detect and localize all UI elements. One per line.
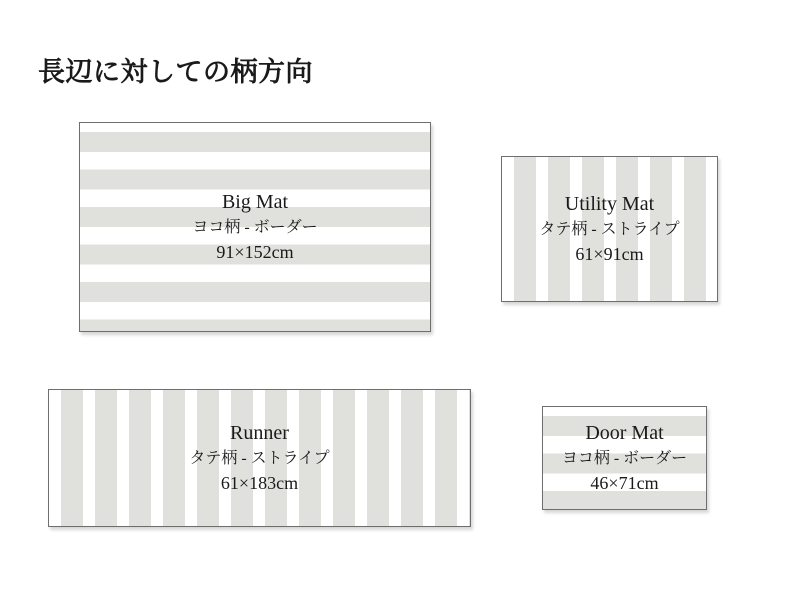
utility-mat-label (539, 191, 679, 267)
mat-pattern-direction: ヨコ柄 - ボーダー (561, 450, 688, 467)
runner-label (189, 420, 329, 496)
mat-size: 61×91cm (575, 244, 644, 264)
mat-name: Utility Mat (564, 193, 655, 215)
mat-size: 46×71cm (590, 473, 659, 493)
mat-name: Runner (230, 422, 289, 444)
mat-pattern-direction: タテ柄 - ストライプ (539, 221, 680, 238)
page-title: 長辺に対しての柄方向 (38, 57, 313, 87)
mat-pattern-direction: ヨコ柄 - ボーダー (192, 219, 318, 236)
mat-name: Big Mat (221, 191, 289, 213)
door-mat-swatch (542, 406, 707, 510)
runner-swatch (48, 389, 471, 527)
mat-size: 91×152cm (216, 242, 294, 262)
mat-pattern-direction: タテ柄 - ストライプ (189, 450, 330, 467)
big-mat-swatch (79, 122, 431, 332)
mat-name: Door Mat (585, 422, 664, 444)
big-mat-label (192, 189, 317, 265)
utility-mat-swatch (501, 156, 718, 302)
door-mat-label (562, 420, 687, 496)
mat-size: 61×183cm (220, 473, 299, 493)
